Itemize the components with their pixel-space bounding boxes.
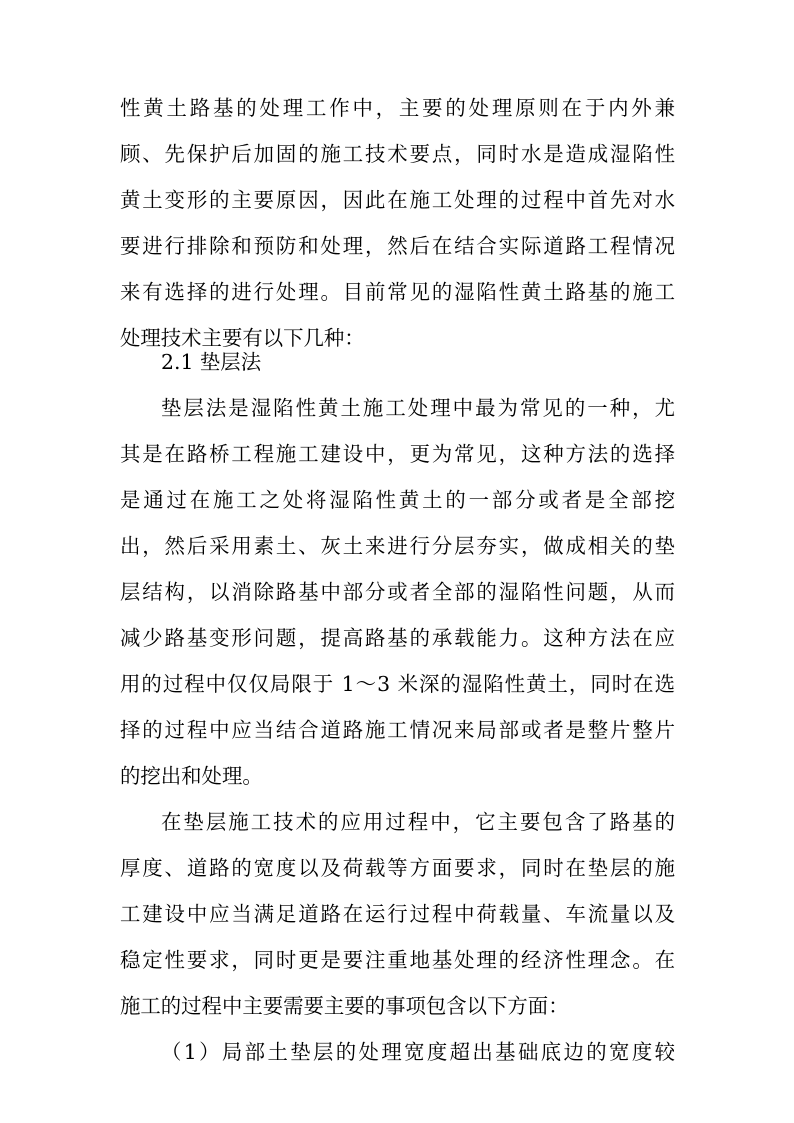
text-line: 的挖出和处理。 [120, 764, 263, 788]
list-item: （1）局部土垫层的处理宽度超出基础底边的宽度较 [161, 1040, 675, 1064]
text-line: 用的过程中仅仅局限于 1～3 米深的湿陷性黄土，同时在选 [120, 672, 675, 696]
text-line: 黄土变形的主要原因，因此在施工处理的过程中首先对水 [120, 188, 675, 212]
text-line: 其是在路桥工程施工建设中，更为常见，这种方法的选择 [120, 442, 675, 466]
text-line: 要进行排除和预防和处理，然后在结合实际道路工程情况 [120, 234, 675, 258]
text-line: 厚度、道路的宽度以及荷载等方面要求，同时在垫层的施 [120, 856, 675, 880]
text-line: 来有选择的进行处理。目前常见的湿陷性黄土路基的施工 [120, 280, 675, 304]
text-line: 出，然后采用素土、灰土来进行分层夯实，做成相关的垫 [120, 534, 675, 558]
text-line: 顾、先保护后加固的施工技术要点，同时水是造成湿陷性 [120, 142, 675, 166]
text-line: 施工的过程中主要需要主要的事项包含以下方面： [120, 994, 569, 1018]
text-line: 垫层法是湿陷性黄土施工处理中最为常见的一种，尤 [161, 396, 675, 420]
text-line: 是通过在施工之处将湿陷性黄土的一部分或者是全部挖 [120, 488, 675, 512]
text-line: 处理技术主要有以下几种： [120, 326, 365, 350]
text-line: 工建设中应当满足道路在运行过程中荷载量、车流量以及 [120, 902, 675, 926]
text-line: 择的过程中应当结合道路施工情况来局部或者是整片整片 [120, 718, 675, 742]
text-line: 性黄土路基的处理工作中，主要的处理原则在于内外兼 [120, 96, 675, 120]
text-line: 层结构，以消除路基中部分或者全部的湿陷性问题，从而 [120, 580, 675, 604]
section-heading: 2.1 垫层法 [161, 350, 262, 374]
text-line: 减少路基变形问题，提高路基的承载能力。这种方法在应 [120, 626, 675, 650]
text-line: 在垫层施工技术的应用过程中，它主要包含了路基的 [161, 810, 675, 834]
text-line: 稳定性要求，同时更是要注重地基处理的经济性理念。在 [120, 948, 675, 972]
